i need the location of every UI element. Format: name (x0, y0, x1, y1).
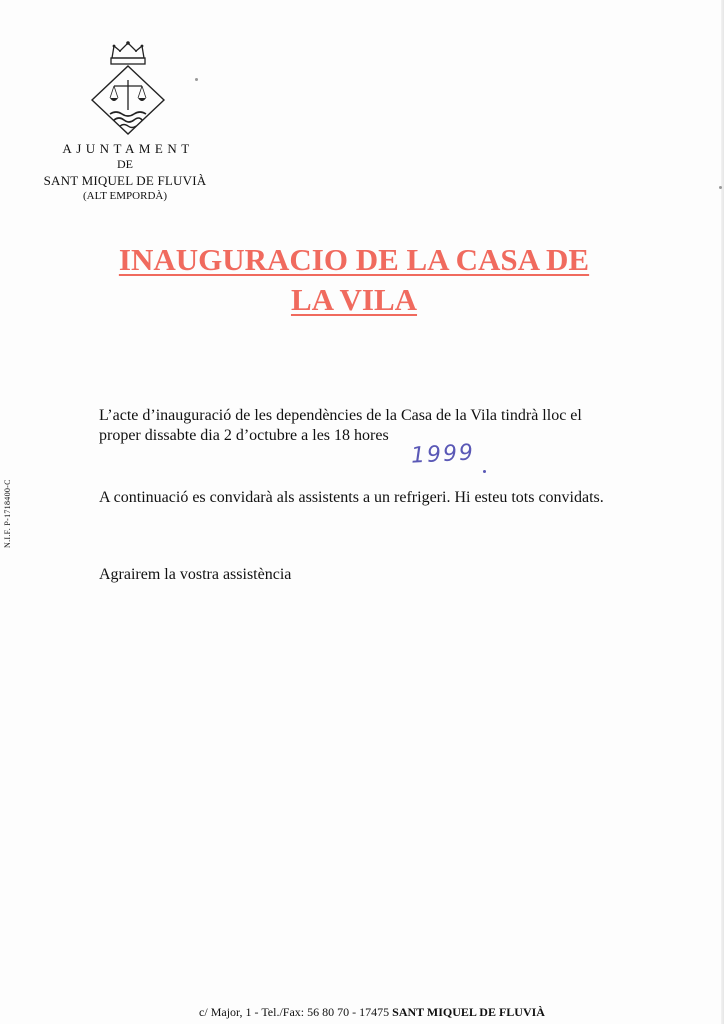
footer-address-text: c/ Major, 1 - Tel./Fax: 56 80 70 - 17475 (199, 1005, 393, 1019)
tax-id-side-text: N.I.F. P-1718400-C (3, 479, 12, 548)
footer-town: SANT MIQUEL DE FLUVIÀ (392, 1005, 545, 1019)
paper-speck (719, 186, 722, 189)
paragraph-reception: A continuació es convidarà als assistents a un refrigeri. Hi esteu tots convidats. (99, 489, 604, 506)
document-title: INAUGURACIO DE LA CASA DE LA VILA (118, 242, 590, 317)
paragraph-thanks: Agrairem la vostra assistència (99, 566, 292, 583)
handwritten-mark (483, 470, 486, 473)
letterhead-line-1: AJUNTAMENT (62, 141, 194, 156)
paragraph-event-details: L’acte d’inauguració de les dependències de la Casa de la Vila tindrà lloc el proper dissabte dia 2 d’octubre a les 18 hores (99, 407, 582, 444)
letterhead-line-4: (ALT EMPORDÀ) (82, 190, 168, 202)
footer-address (0, 1005, 724, 1020)
letterhead-line-3: SANT MIQUEL DE FLUVIÀ (43, 173, 207, 188)
letterhead (20, 141, 230, 203)
letterhead-line-2: DE (117, 157, 133, 171)
municipal-coat-of-arms-icon (88, 38, 168, 138)
handwritten-year-note: 1999 (410, 440, 476, 469)
paper-speck (195, 78, 198, 81)
